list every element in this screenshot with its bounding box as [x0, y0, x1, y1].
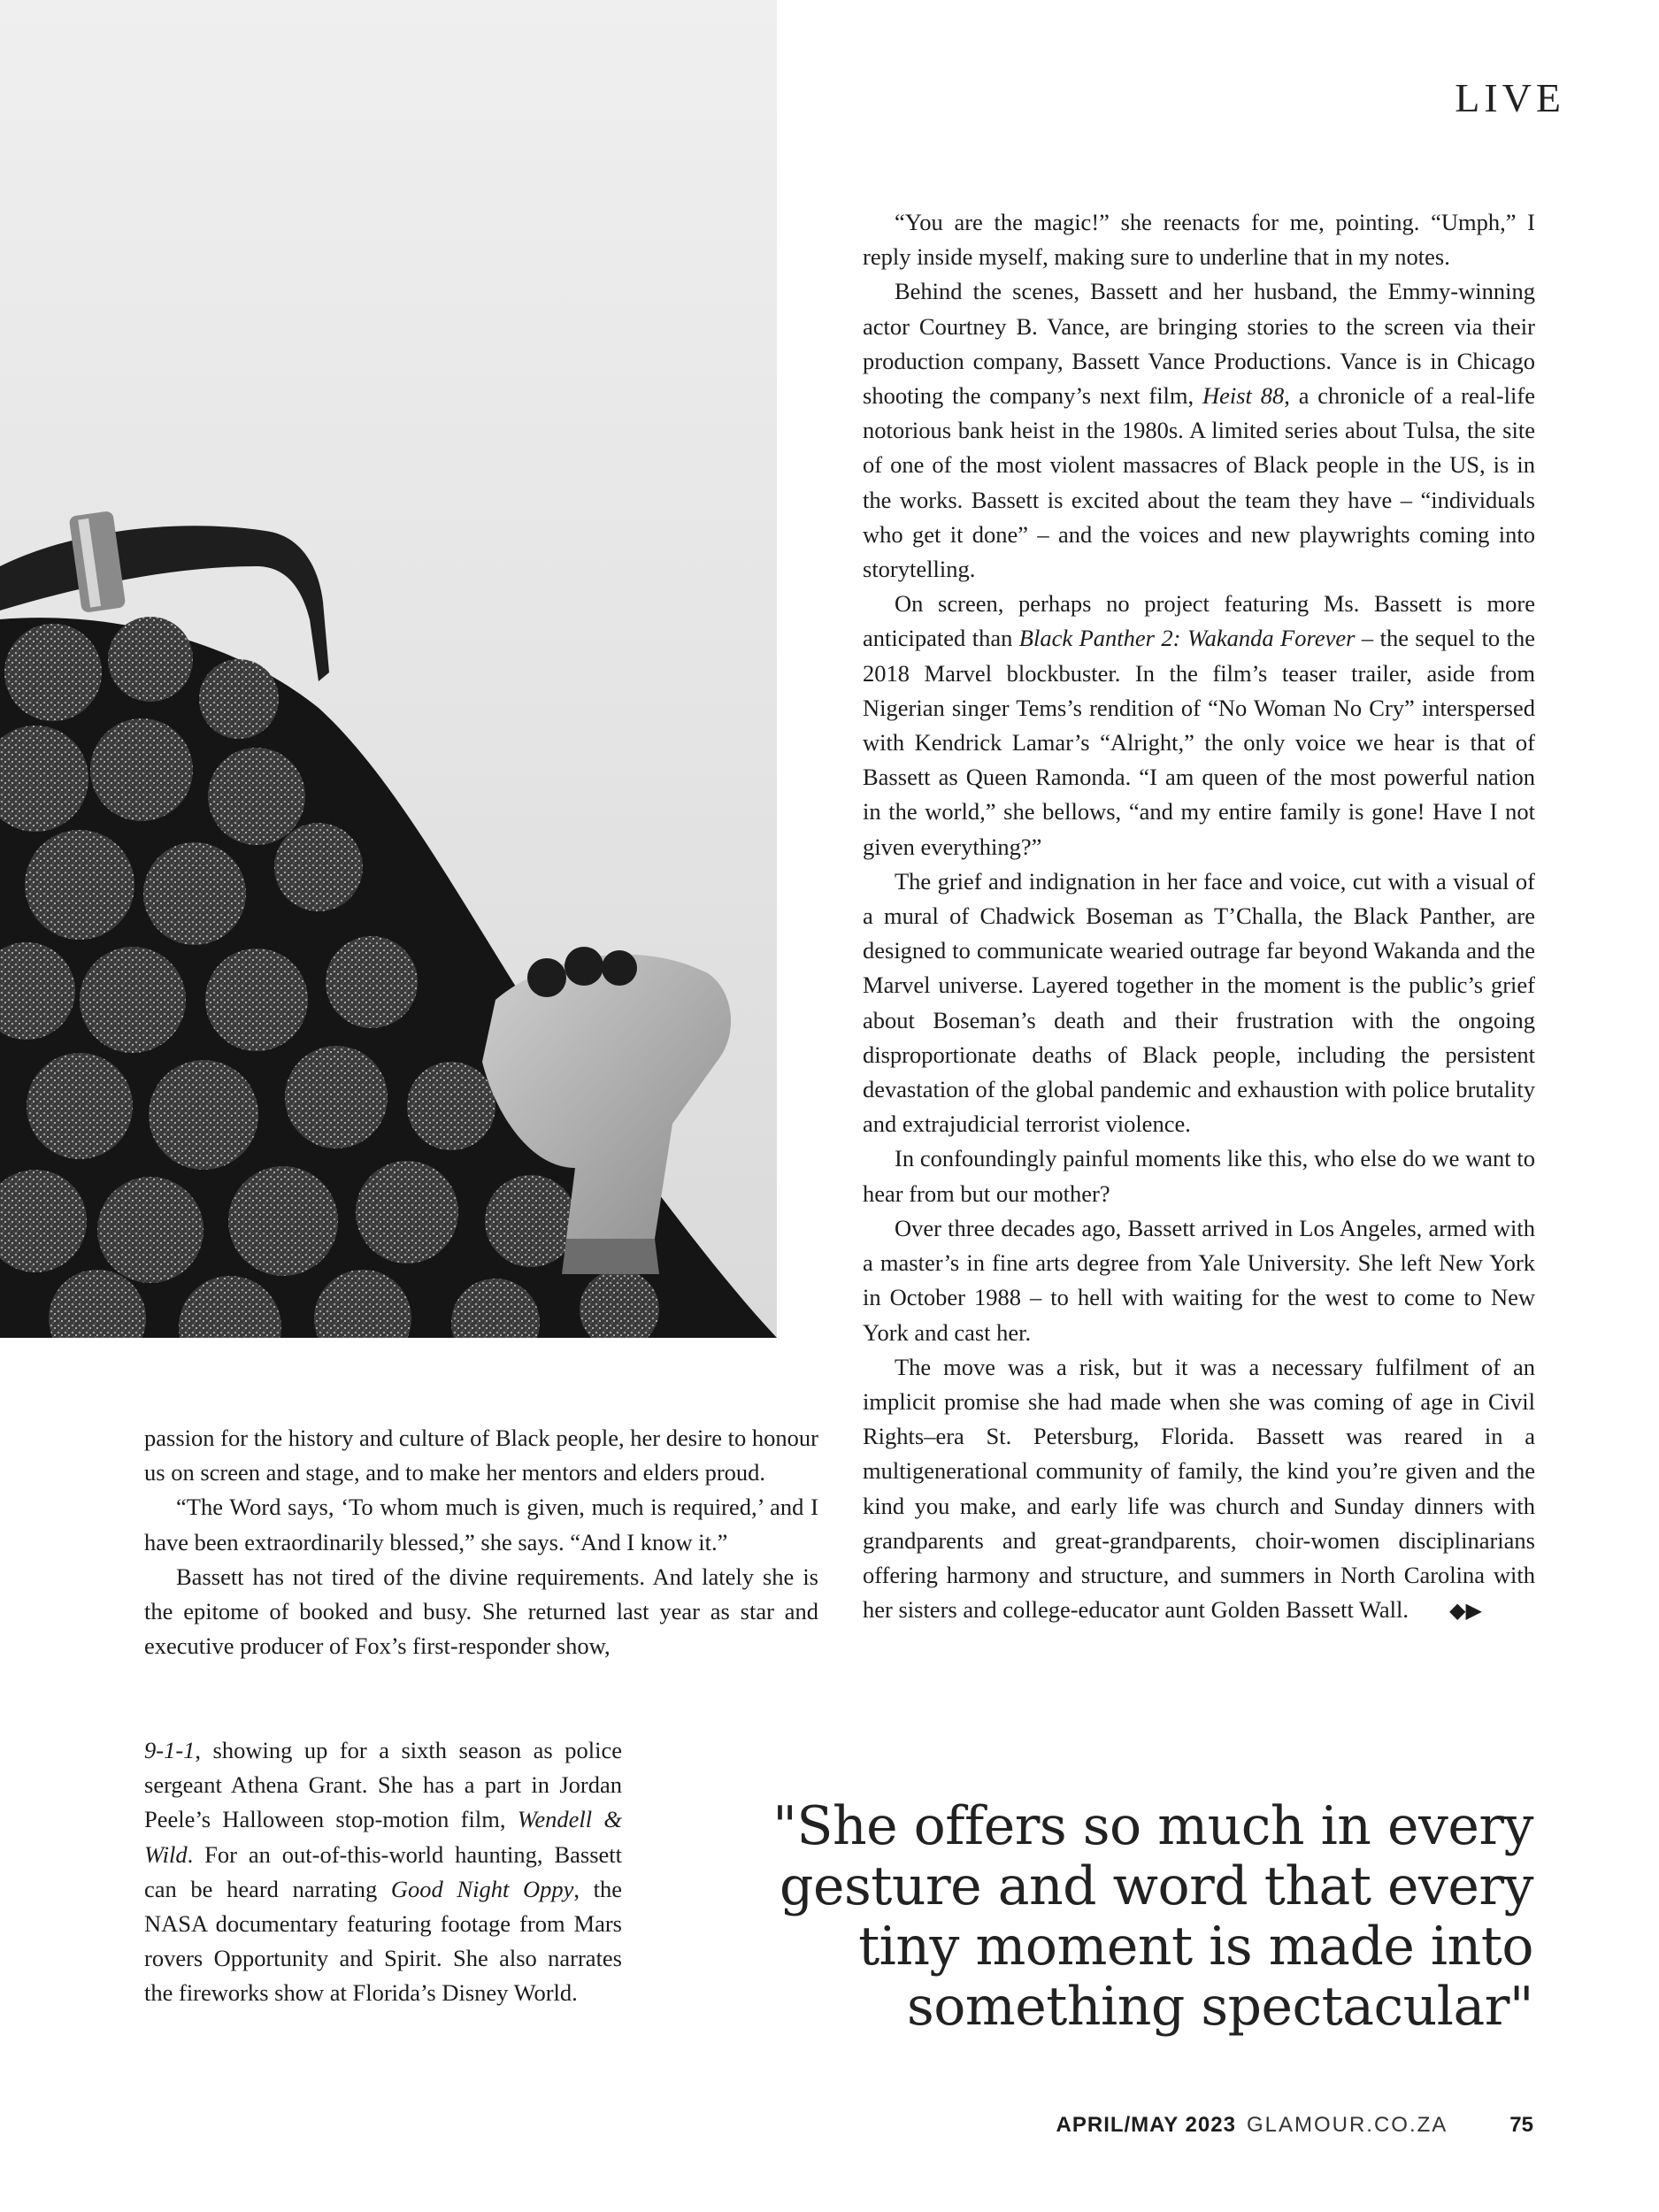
article-column-left-narrow: [144, 1733, 622, 2011]
text-run: . For an out-of-this-world haunting, Bassett can be heard narrating: [144, 1840, 622, 1902]
issue-date: APRIL/MAY 2023: [1056, 2113, 1236, 2137]
text-run: – the sequel to the 2018 Marvel blockbuster. In the film’s teaser trailer, aside from Nigerian singer Tems’s rendition of “No Woman No Cry” interspersed with Kendrick Lamar’s “Alright,” the only voice we hear is that of Bassett as Queen Ramonda. “I am queen of the most powerful nation in the world,” she bellows, “and my entire family is gone! Have I not given everything?”: [863, 625, 1536, 860]
text-run: Behind the scenes, Bassett and her husband, the Emmy-winning actor Courtney B. Vance, are bringing stories to the screen via their production company, Bassett Vance Productions. Vance is in Chicago shooting the company’s next film,: [863, 278, 1535, 410]
article-column-left: [144, 1421, 818, 1663]
text-run: The move was a risk, but it was a necessary fulfilment of an implicit promise she had made when she was coming of age in Civil Rights–era St. Petersburg, Florida. Bassett was reared in a multigenerational community of family, the kind you’re given and the kind you make, and early life was church and Sunday dinners with grandparents and great-grandparents, choir-women disciplinarians offering harmony and structure, and summers in North Carolina with her sisters and college-educator aunt Golden Bassett Wall.: [863, 1353, 1535, 1624]
section-label: LIVE: [1455, 75, 1565, 120]
end-mark-icon: ◆▶: [1449, 1600, 1482, 1624]
article-column-right: [863, 205, 1535, 1629]
text-run: , the NASA documentary featuring footage from Mars rovers Opportunity and Spirit. She also narrates the fireworks show at Florida’s Disney World.: [144, 1875, 623, 2007]
page-number: 75: [1509, 2113, 1533, 2137]
page-footer: [1056, 2113, 1533, 2138]
paragraph: [863, 587, 1535, 864]
film-title: Black Panther 2: Wakanda Forever: [1018, 625, 1356, 652]
show-title: 9-1-1: [144, 1737, 196, 1763]
text-run: , showing up for a sixth season as police sergeant Athena Grant. She has a part in Jordan Peele’s Halloween stop-motion film,: [144, 1737, 622, 1833]
fashion-photo-icon: [0, 0, 777, 1338]
paragraph: “You are the magic!” she reenacts for me, pointing. “Umph,” I reply inside myself, making sure to underline that in my notes.: [863, 209, 1535, 271]
paragraph: [144, 1733, 622, 2011]
paragraph: [863, 1350, 1535, 1630]
text-run: On screen, perhaps no project featuring Ms. Bassett is more anticipated than: [863, 590, 1535, 652]
paragraph: Bassett has not tired of the divine requirements. And lately she is the epitome of booked and busy. She returned last year as star and executive producer of Fox’s first-responder show,: [144, 1563, 818, 1660]
film-title: Good Night Oppy: [390, 1875, 574, 1902]
paragraph: In confoundingly painful moments like this, who else do we want to hear from but our mother?: [863, 1145, 1535, 1207]
fashion-photo: [0, 0, 777, 1338]
text-run: , a chronicle of a real-life notorious bank heist in the 1980s. A limited series about Tulsa, the site of one of the most violent massacres of Black people in the US, is in the works. Bassett is excited about the team they have – “individuals who get it done” – and the voices and new playwrights coming into storytelling.: [863, 382, 1535, 583]
paragraph: Over three decades ago, Bassett arrived in Los Angeles, armed with a master’s in fine arts degree from Yale University. She left New York in October 1988 – to hell with waiting for the west to come to New York and cast her.: [863, 1214, 1535, 1346]
pull-quote: "She offers so much in every gesture and word that every tiny moment is made into something spectacular": [772, 1795, 1533, 2038]
film-title: Wendell & Wild: [144, 1806, 622, 1868]
paragraph: The grief and indignation in her face and voice, cut with a visual of a mural of Chadwick Boseman as T’Challa, the Black Panther, are designed to communicate wearied outrage far beyond Wakanda and the Marvel universe. Layered together in the moment is the public’s grief about Boseman’s death and their frustration with the ongoing disproportionate deaths of Black people, including the persistent devastation of the global pandemic and exhaustion with police brutality and extrajudicial terrorist violence.: [863, 867, 1535, 1138]
paragraph: [863, 274, 1535, 587]
paragraph: “The Word says, ‘To whom much is given, much is required,’ and I have been extraordinarily blessed,” she says. “And I know it.”: [144, 1494, 818, 1555]
paragraph: passion for the history and culture of Black people, her desire to honour us on screen and stage, and to make her mentors and elders proud.: [144, 1425, 818, 1486]
film-title: Heist 88: [1202, 382, 1285, 410]
site-url: GLAMOUR.CO.ZA: [1246, 2113, 1448, 2137]
